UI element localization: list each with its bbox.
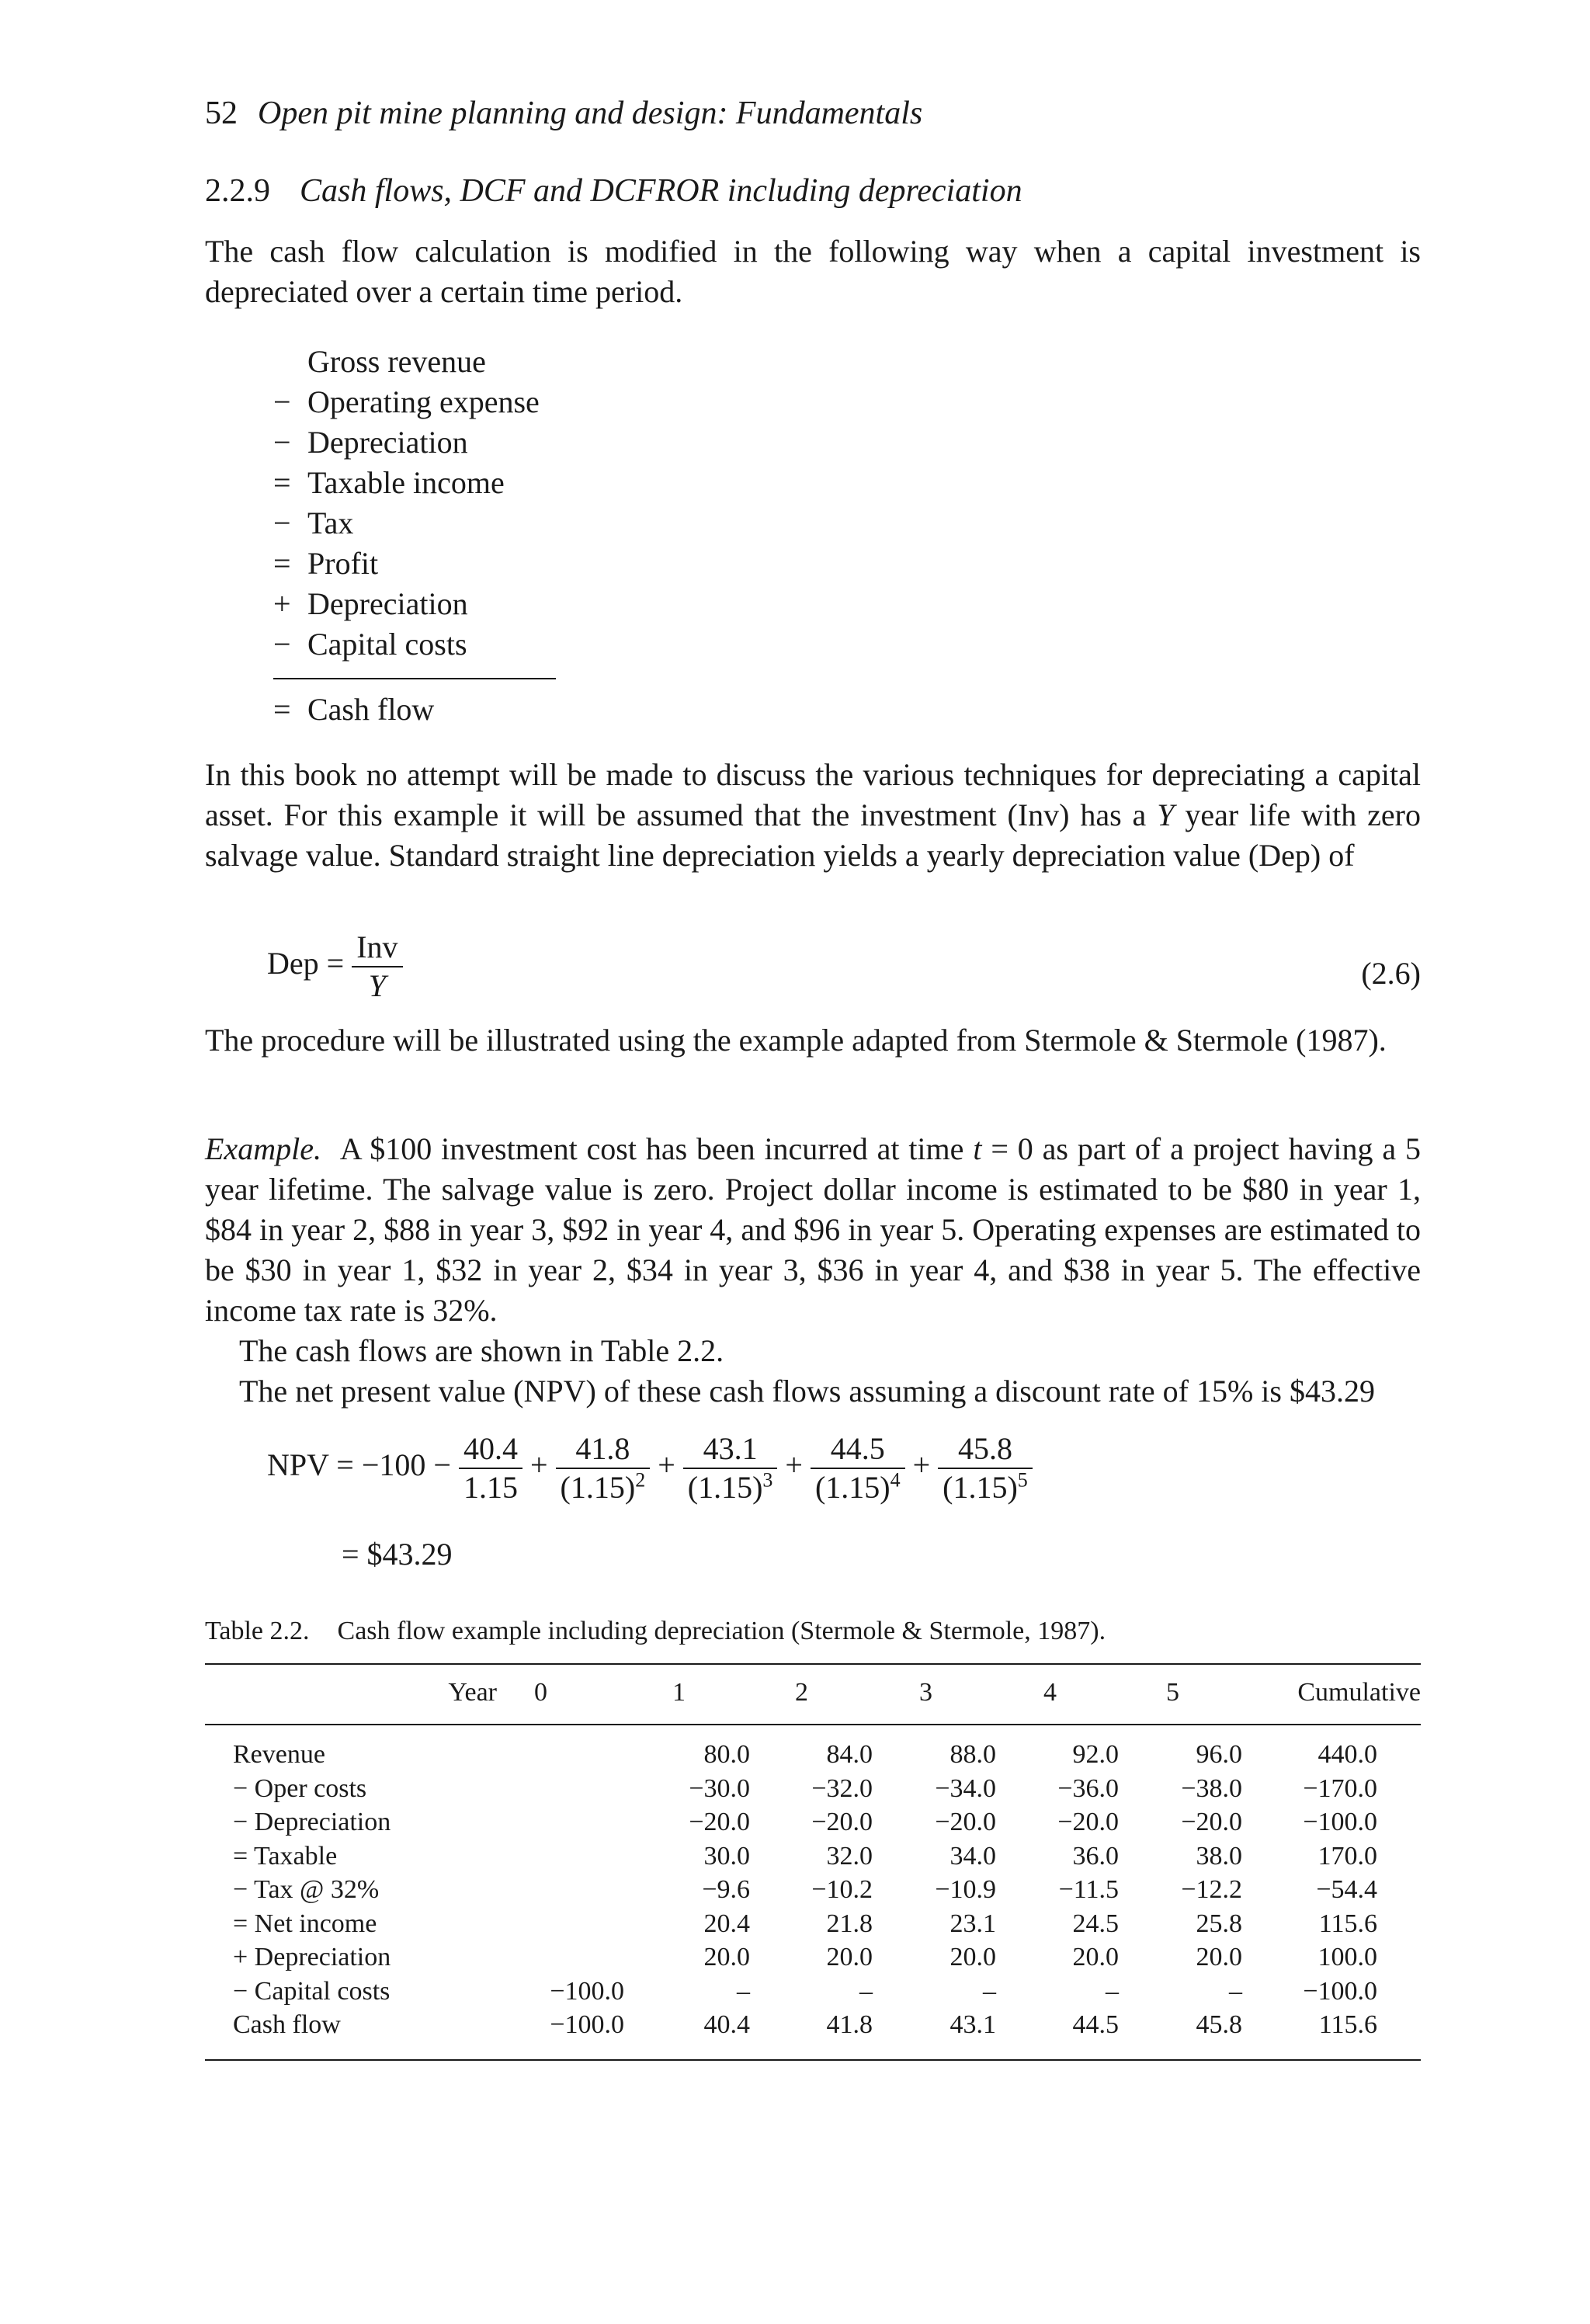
running-header [205,95,922,132]
table-cell: – [983,1977,996,2006]
table-cell: – [737,1977,750,2006]
npv-term: $\frac{44.5}{(1.15)^4}$ [811,1430,905,1506]
page-number: 52 [205,96,238,131]
table-cell: −54.4 [1316,1875,1377,1904]
table-cell: 96.0 [1196,1740,1242,1769]
table-cell: −11.5 [1058,1875,1119,1904]
table-cell: 20.0 [1072,1943,1119,1971]
row-label: − Depreciation [233,1808,391,1836]
table-cell: −20.0 [689,1808,750,1836]
table-cell: 21.8 [826,1909,873,1938]
table-cell: – [1106,1977,1119,2006]
step-item: − Tax [273,505,354,540]
dep-fraction: $\frac{\text{Inv}}{Y}$ [352,929,402,1005]
table-cell: 24.5 [1072,1909,1119,1938]
table-cell: – [859,1977,873,2006]
example-label: Example. [205,1131,321,1166]
table-cell: −100.0 [1303,1808,1377,1836]
table-cell: 34.0 [949,1842,996,1871]
header-cell: 4 [1043,1678,1057,1707]
table-cell: 30.0 [703,1842,750,1871]
table-cell: −10.9 [935,1875,996,1904]
table-cell: −100.0 [550,2010,624,2039]
table-cell: 41.8 [826,2010,873,2039]
table-cell: – [1229,1977,1242,2006]
table-cell: 20.4 [703,1909,750,1938]
table-cell: 88.0 [949,1740,996,1769]
table-cell: −100.0 [550,1977,624,2006]
row-label: = Taxable [233,1842,338,1871]
example-paragraph: Example. A $100 investment cost has been incurred at time t = 0 as part of a project having a 5 year lifetime. The salvage value is zero. Project dollar income is estimated to be $80 in year 1, $84 in year 2, $88 in year 3, $92 in year 4, and $96 in year 5. Operating expenses are estimated to be $30 in year 1, $32 in year 2, $34 in year 3, $36 in year 4, and $38 in year 5. The effective income tax rate is 32%. [205,1131,1422,1328]
table-header-rule [205,1724,1421,1725]
npv-term: $\frac{40.4}{1.15}$ [459,1430,522,1506]
table-cell: 45.8 [1196,2010,1242,2039]
table-top-rule [205,1663,1421,1665]
table-cell: −32.0 [811,1774,873,1803]
book-title: Open pit mine planning and design: Fundamentals [258,96,923,131]
table-cell: −36.0 [1057,1774,1119,1803]
table-cell: −30.0 [689,1774,750,1803]
step-item: = Profit [273,546,379,581]
equation-tag: (2.6) [1361,956,1421,991]
table-bottom-rule [205,2059,1421,2061]
header-cell: 2 [795,1678,808,1707]
table-cell: 80.0 [703,1740,750,1769]
table-cell: 23.1 [949,1909,996,1938]
step-item: = Taxable income [273,465,505,500]
row-label: − Tax @ 32% [233,1875,380,1904]
table-cell: −9.6 [702,1875,750,1904]
header-cell: Cumulative [1297,1678,1421,1707]
row-label: = Net income [233,1909,377,1938]
table-cell: 115.6 [1318,2010,1377,2039]
table-cell: −20.0 [935,1808,996,1836]
table-cell: −20.0 [1057,1808,1119,1836]
table-cell: 170.0 [1317,1842,1377,1871]
header-cell: 3 [919,1678,932,1707]
table-cell: −20.0 [1181,1808,1242,1836]
section-title: Cash flows, DCF and DCFROR including depreciation [300,173,1022,209]
step-item: − Capital costs [273,627,467,662]
table-cell: −38.0 [1181,1774,1242,1803]
step-item: − Operating expense [273,384,540,419]
table-caption-text: Cash flow example including depreciation (Stermole & Stermole, 1987). [337,1617,1106,1645]
table-cell: 44.5 [1072,2010,1119,2039]
table-cell: 20.0 [826,1943,873,1971]
cash-flow-steps [273,342,540,665]
depreciation-paragraph: In this book no attempt will be made to discuss the various techniques for depreciating a capital asset. For this example it will be assumed that the investment (Inv) has a Y year life with zero salvage value. Standard straight line depreciation yields a yearly depreciation value (Dep) of [205,757,1421,873]
step-item: + Depreciation [273,586,468,621]
table-cell: −20.0 [811,1808,873,1836]
table-cell: 440.0 [1317,1740,1377,1769]
table-cell: 40.4 [703,2010,750,2039]
table-cell: 38.0 [1196,1842,1242,1871]
cash-flows-note: The cash flows are shown in Table 2.2. [239,1333,724,1368]
table-cell: 43.1 [949,2010,996,2039]
npv-term: $\frac{41.8}{(1.15)^2}$ [556,1430,651,1506]
intro-paragraph: The cash flow calculation is modified in the following way when a capital investment is depreciated over a certain time period. [205,234,1421,309]
table-cell: 92.0 [1072,1740,1119,1769]
table-cell: 115.6 [1318,1909,1377,1938]
row-label: Cash flow [233,2010,341,2039]
table-cell: −12.2 [1181,1875,1242,1904]
table-cell: −170.0 [1303,1774,1377,1803]
row-label: − Capital costs [233,1977,391,2006]
npv-paragraph: The net present value (NPV) of these cash flows assuming a discount rate of 15% is $43.29 [239,1374,1375,1409]
header-year: Year [448,1678,497,1707]
table-cell: 32.0 [826,1842,873,1871]
table-caption [205,1617,1106,1646]
table-cell: 25.8 [1196,1909,1242,1938]
table-cell: −10.2 [811,1875,873,1904]
table-caption-label: Table 2.2. [205,1617,310,1645]
row-label: − Oper costs [233,1774,367,1803]
steps-sum-rule [273,678,556,679]
section-number: 2.2.9 [205,173,270,209]
table-cell: 84.0 [826,1740,873,1769]
row-label: + Depreciation [233,1943,391,1971]
header-cell: 5 [1166,1678,1179,1707]
procedure-paragraph: The procedure will be illustrated using the example adapted from Stermole & Stermole (1987). [205,1023,1387,1058]
cash-flow-result: = Cash flow [273,692,435,727]
table-cell: 20.0 [1196,1943,1242,1971]
row-label: Revenue [233,1740,325,1769]
npv-term: $\frac{43.1}{(1.15)^3}$ [683,1430,778,1506]
header-cell: 0 [534,1678,547,1707]
step-item: Gross revenue [307,344,486,379]
table-cell: 100.0 [1317,1943,1377,1971]
npv-result: = $43.29 [342,1537,453,1572]
table-cell: 20.0 [703,1943,750,1971]
equation-2-6: Dep = $\frac{\text{Inv}}{Y}$ [267,929,403,1005]
step-item: − Depreciation [273,425,468,460]
table-cell: 36.0 [1072,1842,1119,1871]
npv-equation: NPV = −100 − $\frac{40.4}{1.15}$ + $\frac{41.8}{(1.15)^2}$ + $\frac{43.1}{(1.15)^3}$ + $\frac{44.5}{(1.15)^4}$ + $\frac{45.8}{(1.15)^5}$ [267,1430,1033,1506]
header-cell: 1 [672,1678,686,1707]
table-cell: −100.0 [1303,1977,1377,2006]
npv-term: $\frac{45.8}{(1.15)^5}$ [938,1430,1033,1506]
section-heading [205,172,1022,210]
table-cell: −34.0 [935,1774,996,1803]
table-cell: 20.0 [949,1943,996,1971]
